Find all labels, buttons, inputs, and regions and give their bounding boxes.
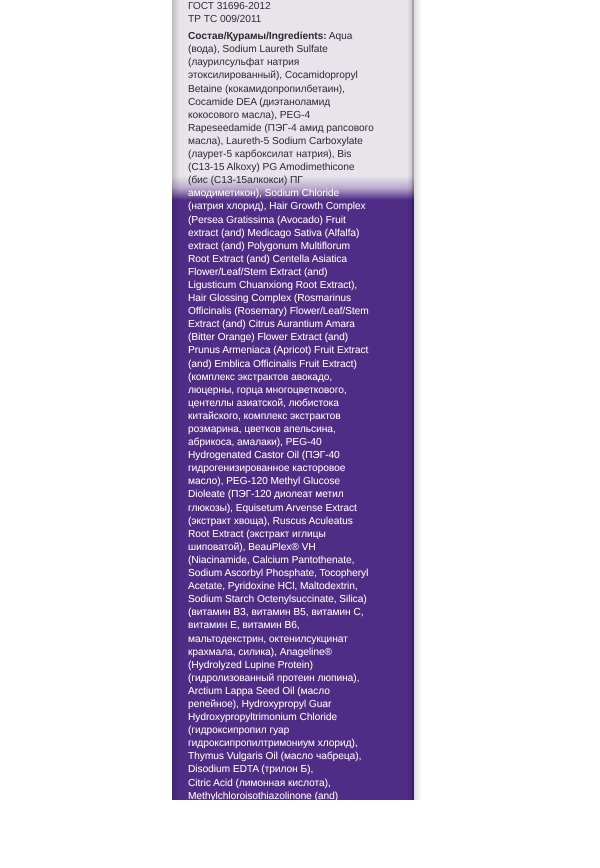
ingredients-line: extract (and) Medicago Sativa (Alfalfa)	[188, 227, 360, 239]
ingredients-line: Prunus Armeniaca (Apricot) Fruit Extract	[188, 345, 369, 357]
ingredients-line: мальтодекстрин, октенилсукцинат	[188, 633, 348, 645]
ingredients-line: (парфюмерная композиция), Limonene	[188, 843, 370, 854]
ingredients-line: гидрогенизированное касторовое	[188, 463, 346, 475]
cert-line-gost: ГОСТ 31696-2012	[188, 1, 271, 12]
ingredients-line: Extract (and) Citrus Aurantium Amara	[188, 319, 355, 331]
ingredients-line: центеллы азиатской, любистока	[188, 397, 339, 409]
product-box-panel	[172, 0, 414, 868]
ingredients-line: глюкозы), Equisetum Arvense Extract	[188, 502, 357, 514]
ingredients-line: Ligusticum Chuanxiong Root Extract),	[188, 279, 358, 291]
ingredients-line: Betaine (кокамидопропилбетаин),	[188, 83, 345, 95]
ingredients-line: Hydroxypropyltrimonium Chloride	[188, 712, 338, 724]
ingredients-line: люцерны, горца многоцветкового,	[188, 384, 347, 396]
ingredients-line: Hair Glossing Complex (Rosmarinus	[188, 293, 352, 305]
ingredients-line: extract (and) Polygonum Multiflorum	[188, 240, 350, 252]
ingredients-line: амодиметикон), Sodium Chloride	[188, 188, 340, 200]
ingredients-line: Hydrogenated Castor Oil (ПЭГ-40	[188, 450, 340, 462]
ingredients-line: китайского, комплекс экстрактов	[188, 410, 341, 422]
ingredients-line: масла), Laureth-5 Sodium Carboxylate	[188, 135, 363, 147]
ingredients-line: (лаурилсульфат натрия	[188, 57, 300, 69]
ingredients-line: (витамин B3, витамин B5, витамин C,	[188, 607, 364, 619]
ingredients-line: Sodium Starch Octenylsuccinate, Silica)	[188, 594, 367, 606]
ingredients-line: (гидроксипропил гуар	[188, 725, 290, 737]
ingredients-line: Officinalis (Rosemary) Flower/Leaf/Stem	[188, 306, 369, 318]
ingredients-line: (комплекс экстрактов авокадо,	[188, 371, 333, 383]
ingredients-line: Disodium EDTA (трилон Б),	[188, 764, 314, 776]
ingredients-label: Состав/Қурамы/Ingredients:	[188, 31, 327, 43]
ingredients-line: Methylisothiazolinone	[188, 803, 285, 815]
ingredients-line: Methylchloroisothiazolinone (and)	[188, 790, 339, 802]
ingredients-line: Arctium Lappa Seed Oil (масло	[188, 685, 330, 697]
ingredients-line: (Niacinamide, Calcium Pantothenate,	[188, 554, 355, 566]
ingredients-line: абрикоса, амалаки), PEG-40	[188, 437, 322, 449]
label-text-block	[188, 0, 400, 868]
ingredients-line: масло), PEG-120 Methyl Glucose	[188, 476, 340, 488]
ingredients-line: Citric Acid (лимонная кислота),	[188, 777, 331, 789]
ingredients-line-1	[188, 30, 400, 43]
ingredients-line: Sodium Ascorbyl Phosphate, Tocopheryl	[188, 568, 369, 580]
ingredients-line: этоксилированный), Cocamidopropyl	[188, 70, 358, 82]
ingredients-line: Root Extract (экстракт иглицы	[188, 528, 326, 540]
ingredients-line: витамин E, витамин B6,	[188, 620, 300, 632]
ingredients-line: крахмала, силика), Anageline®	[188, 646, 333, 658]
ingredients-line: (экстракт хвоща), Ruscus Aculeatus	[188, 515, 353, 527]
ingredients-line: Acetate, Pyridoxine HCl, Maltodextrin,	[188, 581, 358, 593]
ingredients-line: (and) Emblica Officinalis Fruit Extract)	[188, 358, 357, 370]
ingredients-line: Flower/Leaf/Stem Extract (and)	[188, 266, 328, 278]
cert-line-tr-ts: ТР ТС 009/2011	[188, 14, 262, 26]
ingredients-line: (лимонен), Linalool (линалоол).	[188, 856, 334, 868]
ingredients-line: (бис (C13-15алкокси) ПГ	[188, 175, 303, 187]
ingredients-line: розмарина, цветков апельсина,	[188, 424, 336, 435]
ingredients-line: репейное), Hydroxypropyl Guar	[188, 698, 332, 710]
ingredients-line: кокосового масла), PEG-4	[188, 109, 311, 121]
ingredients-line: (Persea Gratissima (Avocado) Fruit	[188, 214, 346, 226]
ingredients-line: метилизотиазолинон), Parfum	[188, 829, 328, 841]
ingredients-line: (вода), Sodium Laureth Sulfate	[188, 44, 328, 56]
background-left	[0, 0, 172, 800]
ingredients-line: (метилхлороизотиазолинон,	[188, 816, 320, 828]
ingredients-line: (гидролизованный протеин люпина),	[188, 672, 360, 684]
ingredients-line: шиповатой), BeauPlex® VH	[188, 541, 316, 553]
ingredients-line: (C13-15 Alkoxy) PG Amodimethicone	[188, 162, 355, 174]
ingredients-line: Cocamide DEA (диэтаноламид	[188, 96, 331, 108]
ingredients-line: (Hydrolyzed Lupine Protein)	[188, 659, 313, 671]
background-right	[416, 0, 600, 800]
ingredients-line: Dioleate (ПЭГ-120 диолеат метил	[188, 489, 344, 501]
ingredients-line-1-text: Aqua	[326, 31, 353, 43]
ingredients-line: Root Extract (and) Centella Asiatica	[188, 253, 348, 265]
ingredients-line: Rapeseedamide (ПЭГ-4 амид рапсового	[188, 122, 374, 134]
ingredients-line: (Bitter Orange) Flower Extract (and)	[188, 332, 349, 344]
ingredients-line: (лаурет-5 карбоксилат натрия), Bis	[188, 149, 352, 161]
ingredients-line: Thymus Vulgaris Oil (масло чабреца),	[188, 751, 362, 763]
ingredients-line: (натрия хлорид), Hair Growth Complex	[188, 201, 366, 213]
ingredients-line: гидроксипропилтримониум хлорид),	[188, 738, 358, 750]
